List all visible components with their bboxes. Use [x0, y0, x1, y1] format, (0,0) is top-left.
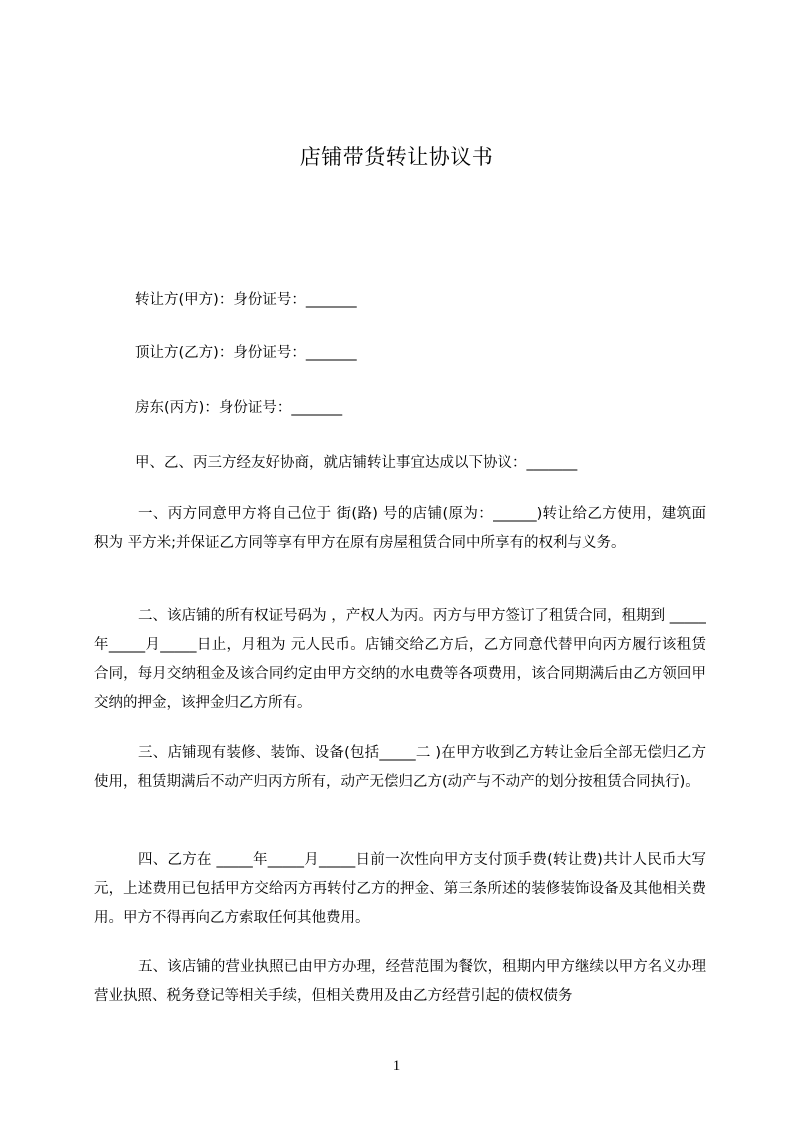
page-number: 1: [392, 1058, 401, 1074]
clause-3: 三、店铺现有装修、装饰、设备(包括_____二 )在甲方收到乙方转让金后全部无偿归乙方使用，租赁期满后不动产归丙方所有，动产无偿归乙方(动产与不动产的划分按租赁合同执行)。: [94, 745, 706, 790]
clause-1: 一、丙方同意甲方将自己位于 街(路) 号的店铺(原为：______)转让给乙方使用，建筑面积为 平方米;并保证乙方同等享有甲方在原有房屋租赁合同中所享有的权利与义务。: [94, 506, 706, 551]
landlord-line: 房东(丙方)：身份证号：_______: [135, 400, 343, 416]
clause-4: 四、乙方在 _____年_____月_____日前一次性向甲方支付顶手费(转让费)共计人民币大写 元，上述费用已包括甲方交给丙方再转付乙方的押金、第三条所述的装修装饰设备及其他相关费用。甲方不得再向乙方索取任何其他费用。: [94, 852, 706, 926]
clause-5: 五、该店铺的营业执照已由甲方办理，经营范围为餐饮，租期内甲方继续以甲方名义办理营业执照、税务登记等相关手续，但相关费用及由乙方经营引起的债权债务: [94, 959, 706, 1004]
transferor-line: 转让方(甲方)：身份证号：_______: [135, 292, 357, 308]
preamble-line: 甲、乙、丙三方经友好协商，就店铺转让事宜达成以下协议：_______: [135, 455, 578, 471]
document-title: 店铺带货转让协议书: [299, 145, 494, 169]
clause-2: 二、该店铺的所有权证号码为 ，产权人为丙。丙方与甲方签订了租赁合同，租期到 _____年_____月_____日止，月租为 元人民币。店铺交给乙方后，乙方同意代替甲向丙方履行该租赁合同，每月交纳租金及该合同约定由甲方交纳的水电费等各项费用，该合同期满后由乙方领回甲交纳的押金，该押金归乙方所有。: [94, 608, 706, 711]
transferee-line: 顶让方(乙方)：身份证号：_______: [135, 345, 357, 361]
